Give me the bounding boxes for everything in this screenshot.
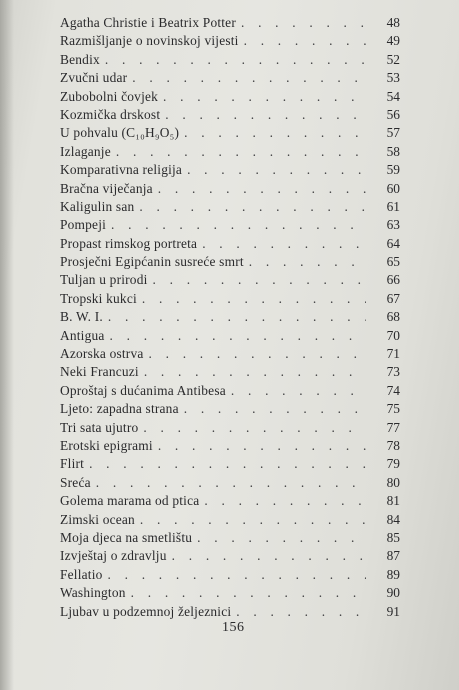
toc-entry-page: 49 [386,33,400,49]
toc-entry [60,290,400,308]
toc-entry-title: U pohvalu (C₁₀H₉O₅) [60,125,180,141]
toc-entry [60,345,400,363]
toc-entry-title: Moja djeca na smetlištu [60,529,193,545]
toc-entry [60,143,400,161]
toc-entry-page: 90 [386,585,400,601]
toc-entry [60,253,400,271]
toc-entry [60,51,400,69]
dot-leader [244,32,366,50]
toc-entry [60,529,400,547]
dot-leader [96,474,366,492]
toc-entry-title: Oproštaj s dućanima Antibesa [60,382,226,398]
toc-entry-page: 80 [386,474,400,490]
toc-entry [60,271,400,289]
toc-entry-page: 78 [386,437,400,453]
toc-entry-page: 70 [386,327,400,343]
dot-leader [231,382,366,400]
toc-entry-title: Zubobolni čovjek [60,88,159,104]
toc-entry-title: Zvučni udar [60,70,128,86]
table-of-contents [60,14,400,621]
dot-leader [158,180,366,198]
dot-leader [236,603,366,621]
toc-entry-page: 84 [386,511,400,527]
dot-leader [163,88,366,106]
dot-leader [144,363,366,381]
dot-leader [158,437,366,455]
toc-entry [60,511,400,529]
toc-entry-title: Kozmička drskost [60,106,161,122]
toc-entry [60,584,400,602]
toc-entry-page: 65 [386,254,400,270]
toc-entry-page: 48 [386,15,400,30]
toc-entry [60,455,400,473]
toc-entry-page: 53 [386,70,400,86]
toc-entry-title: Agatha Christie i Beatrix Potter [60,15,236,30]
toc-entry [60,547,400,565]
toc-entry-page: 63 [386,217,400,233]
toc-entry [60,327,400,345]
dot-leader [110,327,366,345]
toc-entry [60,235,400,253]
toc-entry-title: Erotski epigrami [60,437,153,453]
toc-entry-page: 71 [386,346,400,362]
toc-entry [60,566,400,584]
dot-leader [89,455,366,473]
toc-entry [60,69,400,87]
toc-entry [60,88,400,106]
toc-entry [60,106,400,124]
dot-leader [184,400,366,418]
dot-leader [149,345,367,363]
toc-entry-title: Prosječni Egipćanin susreće smrt [60,254,244,270]
dot-leader [116,143,366,161]
toc-entry-title: Fellatio [60,566,103,582]
toc-entry-page: 74 [386,382,400,398]
toc-entry-title: Zimski ocean [60,511,135,527]
toc-entry [60,603,400,621]
toc-entry-page: 61 [386,198,400,214]
dot-leader [111,216,366,234]
dot-leader [197,529,366,547]
toc-entry-title: Pompeji [60,217,107,233]
toc-entry [60,198,400,216]
toc-entry [60,474,400,492]
dot-leader [165,106,366,124]
dot-leader [132,69,366,87]
toc-entry-page: 56 [386,106,400,122]
toc-entry-title: Flirt [60,456,85,472]
toc-entry-page: 57 [386,125,400,141]
toc-entry-title: Ljubav u podzemnoj željeznici [60,603,232,619]
toc-entry [60,180,400,198]
dot-leader [140,511,366,529]
toc-entry-title: Ljeto: zapadna strana [60,401,179,417]
toc-entry-title: Bendix [60,51,100,67]
toc-entry-title: Razmišljanje o novinskoj vijesti [60,33,239,49]
toc-entry [60,382,400,400]
toc-entry-title: B. W. I. [60,309,103,325]
toc-entry-title: Izvještaj o zdravlju [60,548,167,564]
dot-leader [153,271,366,289]
toc-entry [60,14,400,32]
toc-entry-page: 79 [386,456,400,472]
toc-entry-page: 60 [386,180,400,196]
toc-entry-page: 87 [386,548,400,564]
toc-entry-page: 54 [386,88,400,104]
dot-leader [131,584,366,602]
toc-entry-page: 81 [386,493,400,509]
toc-entry-page: 67 [386,290,400,306]
toc-entry-title: Washington [60,585,126,601]
toc-entry [60,363,400,381]
toc-entry-title: Tropski kukci [60,290,137,306]
toc-entry-page: 89 [386,566,400,582]
toc-entry-title: Neki Francuzi [60,364,139,380]
toc-entry-title: Sreća [60,474,91,490]
toc-entry-page: 91 [386,603,400,619]
dot-leader [105,51,366,69]
toc-entry-page: 58 [386,143,400,159]
toc-entry-title: Golema marama od ptica [60,493,200,509]
dot-leader [202,235,366,253]
toc-entry [60,161,400,179]
page-gutter-shadow [0,0,14,690]
toc-entry-page: 52 [386,51,400,67]
dot-leader [142,290,366,308]
toc-entry-page: 68 [386,309,400,325]
dot-leader [184,124,366,142]
toc-entry-page: 85 [386,529,400,545]
dot-leader [187,161,366,179]
toc-entry-title: Komparativna religija [60,162,183,178]
toc-entry-title: Bračna viječanja [60,180,153,196]
toc-entry [60,124,400,142]
toc-entry-title: Izlaganje [60,143,111,159]
toc-entry-title: Kaligulin san [60,198,135,214]
toc-entry-page: 73 [386,364,400,380]
toc-entry-page: 64 [386,235,400,251]
toc-entry-title: Tri sata ujutro [60,419,139,435]
toc-entry-title: Antigua [60,327,105,343]
toc-entry [60,400,400,418]
toc-entry [60,32,400,50]
dot-leader [108,566,366,584]
toc-entry-page: 77 [386,419,400,435]
dot-leader [172,547,366,565]
page-number: 156 [222,620,245,635]
toc-entry-title: Tuljan u prirodi [60,272,148,288]
toc-entry [60,419,400,437]
toc-entry [60,437,400,455]
dot-leader [241,14,366,32]
toc-entry [60,308,400,326]
toc-entry-page: 66 [386,272,400,288]
toc-entry-page: 59 [386,162,400,178]
dot-leader [249,253,366,271]
dot-leader [204,492,366,510]
toc-entry [60,216,400,234]
toc-entry [60,492,400,510]
dot-leader [143,419,366,437]
dot-leader [139,198,366,216]
toc-entry-title: Propast rimskog portreta [60,235,198,251]
dot-leader [108,308,366,326]
toc-entry-page: 75 [386,401,400,417]
toc-entry-title: Azorska ostrva [60,346,144,362]
